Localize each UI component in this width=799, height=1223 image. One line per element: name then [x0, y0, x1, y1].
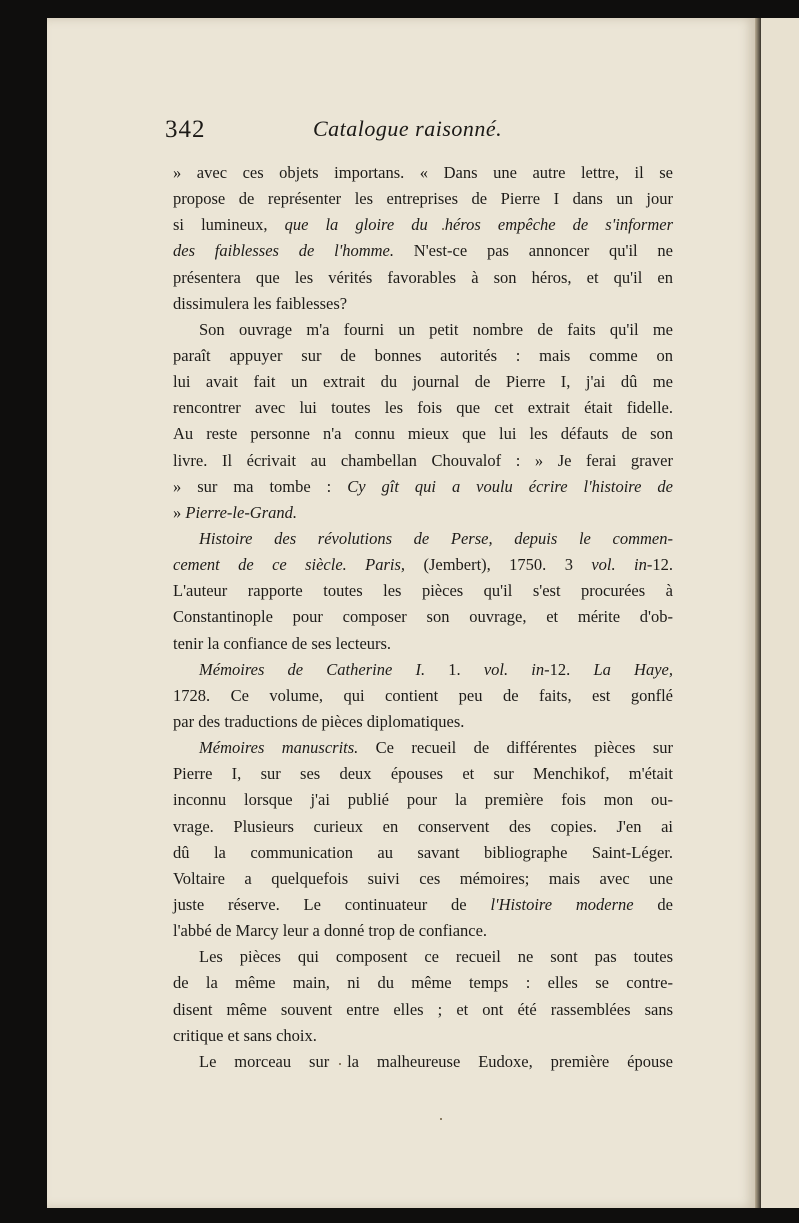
text-line — [173, 657, 673, 683]
text-line — [173, 683, 673, 709]
text-line — [173, 474, 673, 500]
italic-text: l'Histoire moderne — [490, 894, 634, 914]
text-segment: 12. — [652, 555, 673, 575]
text-line — [173, 840, 673, 866]
text-line — [173, 1049, 673, 1075]
text-segment: si lumineux, — [173, 215, 285, 235]
text-line — [173, 186, 673, 212]
text-line — [173, 317, 673, 343]
text-segment: Le morceau sur la malheureuse Eudoxe, première épouse — [199, 1051, 673, 1071]
text-line — [173, 814, 673, 840]
italic-text: cement de ce siècle. Paris, — [173, 555, 406, 575]
text-line — [173, 735, 673, 761]
italic-text: Cy gît qui a voulu écrire l'histoire de — [347, 476, 673, 496]
text-line — [173, 343, 673, 369]
italic-text: des faiblesses de l'homme. — [173, 241, 394, 261]
text-segment: l'abbé de Marcy leur a donné trop de confiance. — [173, 921, 488, 941]
page-header — [165, 116, 685, 146]
running-title: Catalogue raisonné. — [313, 116, 503, 141]
text-segment: par des traductions de pièces diplomatiques. — [173, 711, 465, 731]
text-segment: de la même main, ni du même temps : elles se contre- — [173, 973, 673, 993]
italic-text: Histoire des révolutions de Perse, depuis le commen- — [199, 528, 673, 548]
text-line — [173, 604, 673, 630]
text-line — [173, 1023, 673, 1049]
text-line — [173, 421, 673, 447]
text-line — [173, 265, 673, 291]
text-line — [173, 970, 673, 996]
text-segment: présentera que les vérités favorables à son héros, et qu'il en — [173, 267, 673, 287]
text-segment: (Jembert), 1750. 3 — [405, 555, 592, 575]
text-segment: dû la communication au savant bibliographe Saint-Léger. — [173, 842, 673, 862]
text-segment: » avec ces objets importans. « Dans une autre lettre, il se — [173, 163, 673, 182]
text-line — [173, 866, 673, 892]
facing-page-edge — [761, 18, 799, 1208]
italic-text: Pierre-le-Grand. — [185, 502, 298, 522]
text-line — [173, 709, 673, 735]
text-segment: Son ouvrage m'a fourni un petit nombre de faits qu'il me — [199, 319, 673, 339]
text-line — [173, 238, 673, 264]
italic-text: Mémoires manuscrits. — [199, 738, 359, 758]
text-line — [173, 578, 673, 604]
text-line — [173, 212, 673, 238]
text-line — [173, 448, 673, 474]
text-segment: critique et sans choix. — [173, 1025, 317, 1045]
text-segment: » — [173, 502, 186, 522]
text-segment: disent même souvent entre elles ; et ont été rassemblées sans — [173, 999, 673, 1019]
text-segment: 12. — [549, 659, 594, 679]
text-line — [173, 944, 673, 970]
text-segment: Ce recueil de différentes pièces sur — [358, 738, 673, 758]
italic-text: Mémoires de Catherine I. — [199, 659, 426, 679]
text-line — [173, 761, 673, 787]
italic-text: La Haye, — [593, 659, 673, 679]
text-segment: N'est-ce pas annoncer qu'il ne — [394, 241, 673, 261]
text-line — [173, 500, 673, 526]
text-line — [173, 997, 673, 1023]
text-segment: paraît appuyer sur de bonnes autorités : mais comme on — [173, 345, 673, 365]
text-line — [173, 526, 673, 552]
text-segment: Au reste personne n'a connu mieux que lui les défauts de son — [173, 424, 673, 444]
text-segment: rencontrer avec lui toutes les fois que cet extrait était fidelle. — [173, 398, 673, 418]
text-segment: vrage. Plusieurs curieux en conservent des copies. J'en ai — [173, 816, 673, 836]
italic-text: que la gloire du héros empêche de s'informer — [284, 215, 673, 235]
text-line — [173, 552, 673, 578]
text-segment: Pierre I, sur ses deux épouses et sur Menchikof, m'était — [173, 764, 673, 784]
text-line — [173, 892, 673, 918]
text-segment: lui avait fait un extrait du journal de Pierre I, j'ai dû me — [173, 372, 673, 392]
text-segment: Les pièces qui composent ce recueil ne sont pas toutes — [199, 947, 673, 967]
text-line — [173, 395, 673, 421]
text-segment: juste réserve. Le continuateur de — [173, 894, 491, 914]
text-segment: L'auteur rapporte toutes les pièces qu'il s'est procurées à — [173, 581, 673, 601]
text-segment: tenir la confiance de ses lecteurs. — [173, 633, 392, 653]
text-segment: dissimulera les faiblesses? — [173, 293, 348, 313]
book-gutter — [755, 18, 761, 1208]
text-segment: 1728. Ce volume, qui contient peu de faits, est gonflé — [173, 685, 673, 705]
italic-text: vol. in- — [483, 659, 550, 679]
text-segment: 1. — [425, 659, 484, 679]
text-line — [173, 291, 673, 317]
text-line — [173, 787, 673, 813]
text-line — [173, 631, 673, 657]
text-segment: inconnu lorsque j'ai publié pour la première fois mon ou- — [173, 790, 673, 810]
italic-text: vol. in- — [591, 555, 653, 575]
page-body-text — [173, 160, 673, 1075]
text-segment: de — [633, 894, 673, 914]
text-line — [173, 369, 673, 395]
text-line — [173, 918, 673, 944]
text-segment: propose de représenter les entreprises de Pierre I dans un jour — [173, 189, 673, 209]
page-number: 342 — [165, 116, 206, 143]
text-segment: Voltaire a quelquefois suivi ces mémoires; mais avec une — [173, 868, 673, 888]
text-segment: livre. Il écrivait au chambellan Chouvalof : » Je ferai graver — [173, 450, 673, 470]
text-line — [173, 160, 673, 186]
text-segment: Constantinople pour composer son ouvrage, et mérite d'ob- — [173, 607, 673, 627]
text-segment: » sur ma tombe : — [173, 476, 348, 496]
